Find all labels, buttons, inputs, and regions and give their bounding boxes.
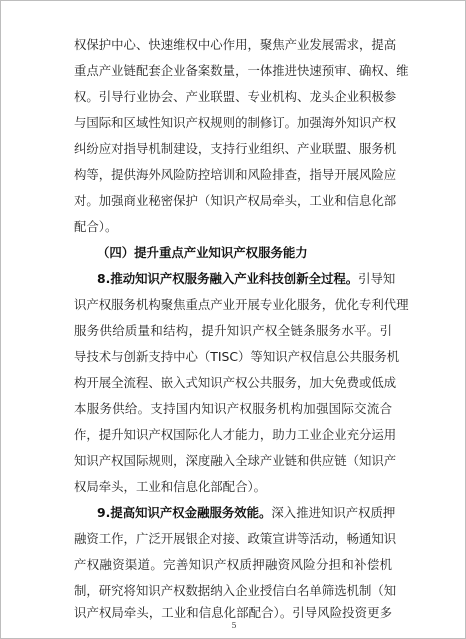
paragraph-line: 与国际和区域性知识产权规则的制修订。加强海外知识产权 [74, 115, 397, 130]
paragraph-line: 构等，提供海外风险防控培训和风险排查，指导开展风险应 [74, 167, 397, 182]
paragraph-line: 导技术与创新支持中心（TISC）等知识产权信息公共服务机 [74, 349, 400, 364]
paragraph-line: 识产权局牵头，工业和信息化部配合）。引导风险投资更多 [74, 605, 392, 620]
item9-first-line-rest: 深入推进知识产权质押 [271, 505, 396, 520]
paragraph-line: 知识产权国际规则，深度融入全球产业链和供应链（知识产 [74, 453, 397, 468]
paragraph-line: 本服务供给。支持国内知识产权服务机构加强国际交流合 [74, 401, 392, 416]
paragraph-line: 融资工作，广泛开展银企对接、政策宣讲等活动，畅通知识 [74, 531, 397, 546]
paragraph-line: 配合）。 [74, 219, 118, 234]
item9-first-line [97, 505, 396, 521]
paragraph-line: 权。引导行业协会、产业联盟、专业机构、龙头企业积极参 [74, 89, 397, 104]
paragraph-line: 权保护中心、快速维权中心作用，聚焦产业发展需求，提高 [74, 37, 397, 52]
paragraph-line: 对。加强商业秘密保护（知识产权局牵头，工业和信息化部 [74, 193, 397, 208]
paragraph-line: 识产权服务机构聚焦重点产业开展专业化服务，优化专利代理 [74, 297, 409, 312]
paragraph-line: 纠纷应对指导机制建设，支持行业组织、产业联盟、服务机 [74, 141, 397, 156]
page-number: 5 [231, 621, 237, 630]
item8-first-line-rest: 引导知 [358, 271, 396, 286]
paragraph-line: 产权融资渠道。完善知识产权质押融资风险分担和补偿机 [74, 557, 392, 572]
paragraph-line: 制，研究将知识产权数据纳入企业授信白名单筛选机制（知 [74, 583, 397, 598]
item9-title: 9.提高知识产权金融服务效能。 [97, 505, 272, 520]
paragraph-line: 权局牵头，工业和信息化部配合）。 [74, 479, 267, 494]
paragraph-line: 重点产业链配套企业备案数量，一体推进快速预审、确权、维 [74, 63, 409, 78]
item8-title: 8.推动知识产权服务融入产业科技创新全过程。 [97, 271, 359, 286]
item8-first-line [97, 271, 396, 287]
paragraph-line: 服务供给质量和结构，提升知识产权全链条服务水平。引 [74, 323, 392, 338]
section-heading: （四）提升重点产业知识产权服务能力 [97, 245, 308, 260]
paragraph-line: 构开展全流程、嵌入式知识产权公共服务，加大免费或低成 [74, 375, 397, 390]
paragraph-line: 作，提升知识产权国际化人才能力，助力工业企业充分运用 [74, 427, 397, 442]
